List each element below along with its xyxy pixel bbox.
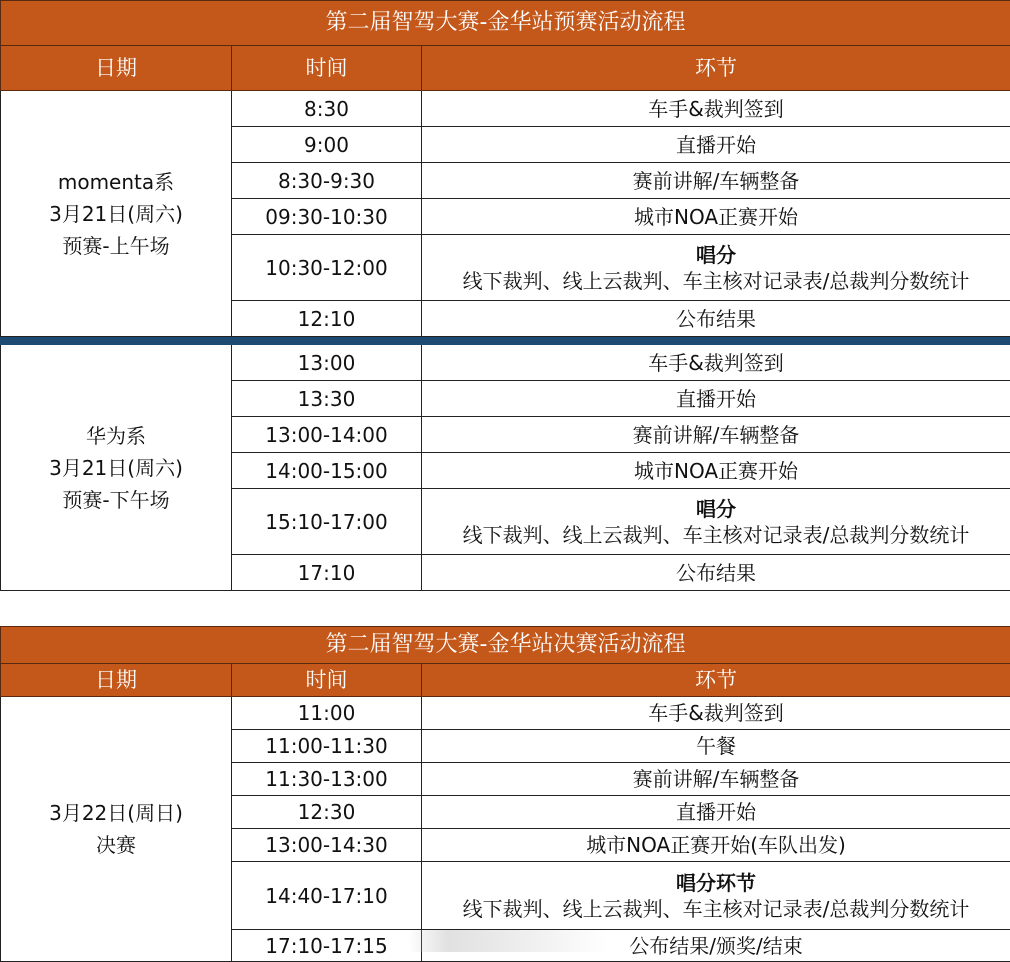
final-title-row [1,627,1010,664]
time-cell: 17:10-17:15 [232,930,422,962]
prelim-title: 第二届智驾大赛-金华站预赛活动流程 [1,1,1010,46]
stage-cell: 直播开始 [422,381,1010,417]
group-date-cell [1,91,232,337]
stage-cell: 车手&裁判签到 [422,697,1010,730]
stage-cell: 直播开始 [422,796,1010,829]
stage-cell: 车手&裁判签到 [422,91,1010,127]
group-date: 3月22日(周日) [49,801,183,825]
group-separator [1,337,1010,345]
stage-cell-double [422,489,1010,555]
stage-cell: 直播开始 [422,127,1010,163]
time-cell: 17:10 [232,555,422,591]
stage-cell: 赛前讲解/车辆整备 [422,163,1010,199]
table-row [1,697,1010,730]
header-date: 日期 [1,46,232,91]
time-cell: 14:40-17:10 [232,862,422,930]
header-date: 日期 [1,664,232,697]
table-row [1,345,1010,381]
prelim-header-row [1,46,1010,91]
header-stage: 环节 [422,46,1010,91]
time-cell: 09:30-10:30 [232,199,422,235]
stage-cell: 城市NOA正赛开始 [422,453,1010,489]
time-cell: 13:00-14:30 [232,829,422,862]
time-cell: 13:30 [232,381,422,417]
group-session: 预赛-上午场 [62,233,170,258]
time-cell: 13:00-14:00 [232,417,422,453]
stage-cell: 公布结果/颁奖/结束 [422,930,1010,962]
group-name: momenta系 [57,169,175,194]
stage-title: 唱分 [696,242,736,267]
final-title: 第二届智驾大赛-金华站决赛活动流程 [1,627,1010,664]
stage-title: 唱分环节 [676,870,756,895]
stage-cell: 车手&裁判签到 [422,345,1010,381]
stage-cell-double [422,862,1010,930]
time-cell: 14:00-15:00 [232,453,422,489]
group-date: 3月21日(周六) [49,455,183,480]
time-cell: 11:00-11:30 [232,730,422,763]
group-date-cell [1,345,232,591]
time-cell: 11:00 [232,697,422,730]
stage-cell: 午餐 [422,730,1010,763]
stage-detail: 线下裁判、线上云裁判、车主核对记录表/总裁判分数统计 [462,268,970,293]
stage-detail: 线下裁判、线上云裁判、车主核对记录表/总裁判分数统计 [462,522,970,547]
group-date-cell [1,697,232,962]
time-cell: 8:30-9:30 [232,163,422,199]
stage-cell: 公布结果 [422,555,1010,591]
final-header-row [1,664,1010,697]
time-cell: 10:30-12:00 [232,235,422,301]
header-time: 时间 [232,46,422,91]
stage-cell: 赛前讲解/车辆整备 [422,763,1010,796]
group-date: 3月21日(周六) [49,201,183,226]
time-cell: 12:10 [232,301,422,337]
table-row [1,91,1010,127]
header-stage: 环节 [422,664,1010,697]
time-cell: 15:10-17:00 [232,489,422,555]
stage-cell: 公布结果 [422,301,1010,337]
header-time: 时间 [232,664,422,697]
time-cell: 11:30-13:00 [232,763,422,796]
stage-cell: 城市NOA正赛开始(车队出发) [422,829,1010,862]
stage-cell-double [422,235,1010,301]
time-cell: 12:30 [232,796,422,829]
time-cell: 8:30 [232,91,422,127]
final-schedule-table [0,626,1010,962]
prelim-title-row [1,1,1010,46]
group-session: 预赛-下午场 [62,487,170,512]
time-cell: 9:00 [232,127,422,163]
group-name: 华为系 [86,423,146,448]
stage-detail: 线下裁判、线上云裁判、车主核对记录表/总裁判分数统计 [462,896,970,921]
stage-cell: 赛前讲解/车辆整备 [422,417,1010,453]
stage-title: 唱分 [696,496,736,521]
time-cell: 13:00 [232,345,422,381]
group-session: 决赛 [96,833,136,857]
stage-cell: 城市NOA正赛开始 [422,199,1010,235]
